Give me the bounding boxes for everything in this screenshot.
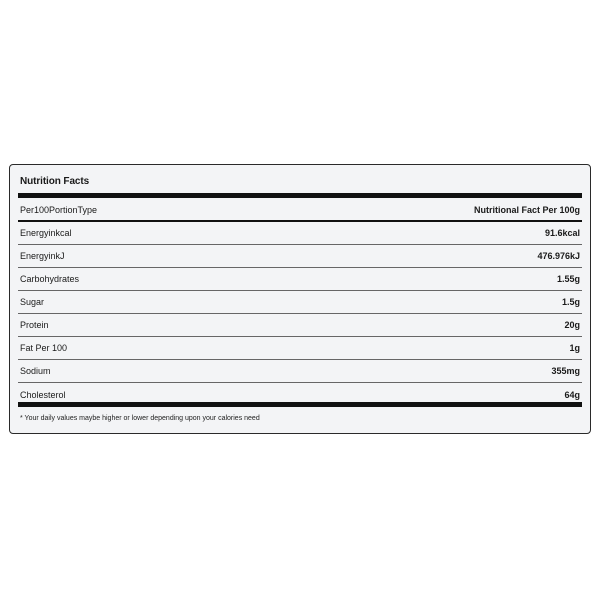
row-value-protein: 20g [564, 320, 580, 330]
table-row [18, 268, 582, 291]
row-label-fat: Fat Per 100 [20, 343, 68, 353]
row-label-cholesterol: Cholesterol [20, 389, 66, 400]
table-row [18, 337, 582, 360]
bottom-divider-bar [18, 402, 582, 407]
table-header-row [18, 199, 582, 222]
row-value-sugar: 1.5g [561, 297, 580, 307]
row-label-carbohydrates: Carbohydrates [20, 274, 80, 284]
row-value-fat: 1g [569, 343, 580, 353]
row-value-carbohydrates: 1.55g [556, 274, 580, 284]
row-label-energy-kj: EnergyinkJ [20, 251, 65, 261]
row-label-sodium: Sodium [20, 366, 51, 376]
table-row [18, 245, 582, 268]
header-label: Per100PortionType [20, 204, 98, 215]
table-row [18, 360, 582, 383]
table-row [18, 222, 582, 245]
row-value-sodium: 355mg [551, 366, 580, 376]
row-value-energy-kcal: 91.6kcal [544, 228, 580, 238]
row-value-energy-kj: 476.976kJ [537, 251, 580, 261]
header-value: Nutritional Fact Per 100g [473, 204, 580, 215]
nutrition-facts-panel [9, 164, 591, 434]
top-divider-bar [18, 193, 582, 198]
table-row [18, 291, 582, 314]
row-label-sugar: Sugar [20, 297, 45, 307]
nutrition-table [18, 199, 582, 406]
footnote: * Your daily values maybe higher or lower depending upon your calories need [20, 415, 260, 422]
row-value-cholesterol: 64g [564, 389, 580, 400]
table-row [18, 314, 582, 337]
row-label-protein: Protein [20, 320, 49, 330]
panel-title: Nutrition Facts [20, 176, 90, 187]
row-label-energy-kcal: Energyinkcal [20, 228, 72, 238]
